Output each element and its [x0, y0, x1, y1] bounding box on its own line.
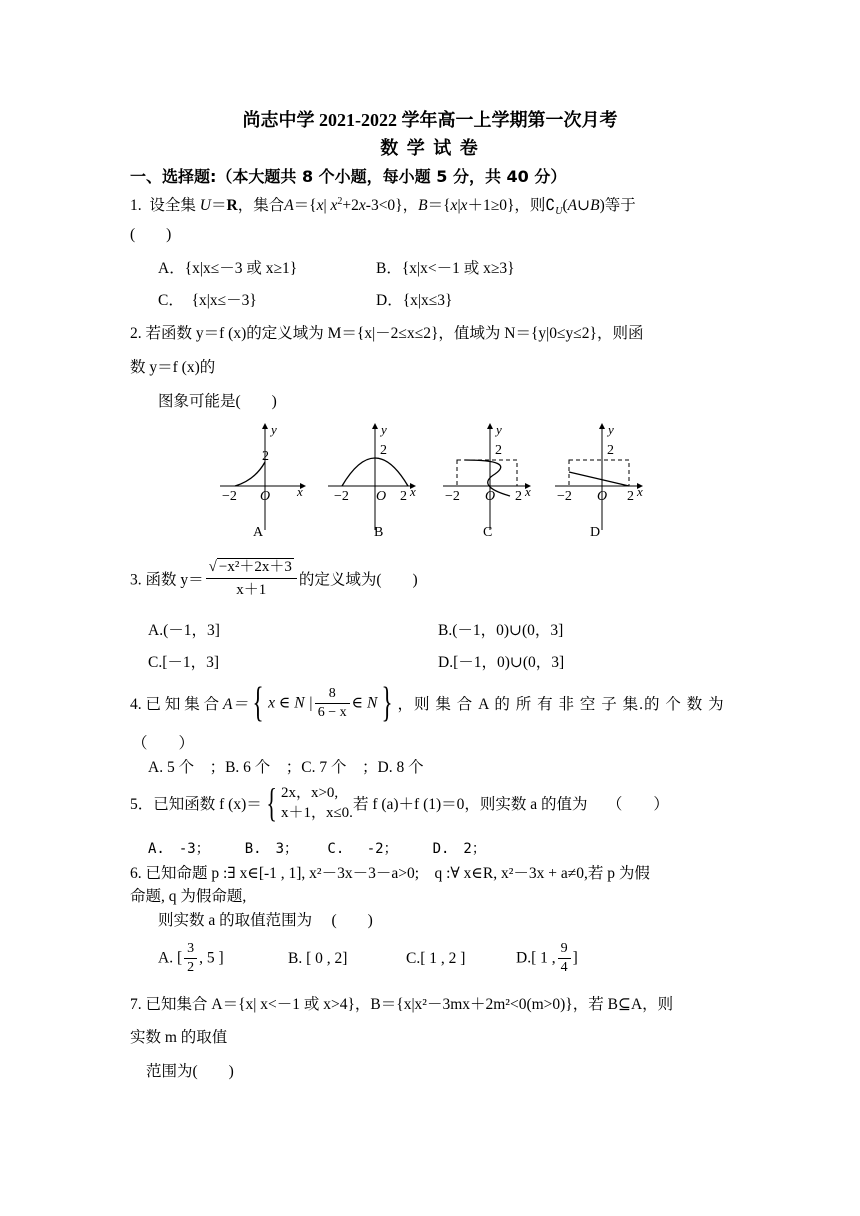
graph-a-tick-neg2: −2 — [222, 489, 237, 504]
graph-b-label: B — [374, 525, 384, 540]
graph-c — [443, 422, 531, 540]
q3-denominator: x＋1 — [236, 582, 267, 598]
question-5-stem: 5．已知函数 f (x)＝ { 2x，x>0, x＋1，x≤0. 若 f (a)＋f (1)＝0，则实数 a 的值为 （ ） — [130, 780, 669, 825]
graph-d — [555, 422, 643, 540]
page-subtitle: 数 学 试 卷 — [380, 138, 480, 158]
q2-graph-figures — [210, 420, 660, 542]
question-6-line3: 则实数 a 的取值范围为 ( ) — [158, 912, 373, 929]
q6-option-a: A. [ $\frac{3}{2}$ , 5 ] — [158, 941, 224, 975]
page-title: 尚志中学 2021-2022 学年高一上学期第一次月考 — [242, 110, 618, 130]
question-1-stem: 1. 设全集 U＝R，集合A＝{x| $x^2+2x-3<0$}，B＝{x|x＋1≥0}，则$∁_U(A\cup B)$等于 — [130, 195, 636, 218]
question-7-line3: 范围为( ) — [146, 1063, 234, 1080]
graph-b-origin: O — [376, 489, 387, 504]
q1-option-d: D．{x|x≤3} — [376, 292, 453, 309]
q3-option-a: A.(－1，3] — [148, 622, 220, 639]
question-6-line1: 6. 已知命题 p :∃ x∈[-1 , 1], x²－3x－3－a>0; q :∀ x∈R, x²－3x + a≠0,若 p 为假 — [130, 865, 650, 882]
q6-option-c: C.[ 1 , 2 ] — [406, 950, 466, 967]
graph-c-origin: O — [485, 489, 496, 504]
q1-option-a: A．{x|x≤－3 或 x≥1} — [158, 260, 298, 277]
question-7-line1: 7. 已知集合 A＝{x| x<－1 或 x>4}，B＝{x|x²－3mx＋2m²<0(m>0)}，若 B⊆A，则 — [130, 996, 674, 1013]
section-heading: 一、选择题:（本大题共 8 个小题，每小题 5 分，共 40 分） — [130, 167, 567, 186]
graph-c-y-label: y — [496, 422, 502, 437]
graph-b-tick-2: 2 — [380, 443, 387, 458]
graph-c-tick-2-x: 2 — [515, 489, 522, 504]
graph-a-tick-2: 2 — [262, 449, 269, 464]
graph-d-tick-2: 2 — [607, 443, 614, 458]
graph-d-tick-2-x: 2 — [627, 489, 634, 504]
q6-option-b: B. [ 0 , 2] — [288, 950, 348, 967]
graph-d-tick-neg2: −2 — [557, 489, 572, 504]
graph-b-y-label: y — [381, 422, 387, 437]
q3-option-c: C.[－1，3] — [148, 654, 220, 671]
graph-a-y-label: y — [271, 422, 277, 437]
graph-b-x-label: x — [410, 484, 416, 499]
q3-option-d: D.[－1，0)∪(0，3] — [438, 654, 565, 671]
graph-c-tick-neg2: −2 — [445, 489, 460, 504]
graph-d-x-label: x — [637, 484, 643, 499]
graph-a-x-label: x — [297, 484, 303, 499]
graph-b-tick-neg2: −2 — [334, 489, 349, 504]
graph-d-label: D — [590, 525, 601, 540]
question-4-stem: 4. 已 知 集 合 A＝ { x ∈ N | $\frac{8}{6 - x}$ ∈ N } ，则 集 合 A 的 所 有 非 空 子 集.的 个 数 为 — [130, 680, 725, 726]
question-6-line2: 命题, q 为假命题, — [130, 888, 247, 905]
question-2-line1: 2. 若函数 y＝f (x)的定义域为 M＝{x|－2≤x≤2}，值域为 N＝{y|0≤y≤2}，则函 — [130, 325, 644, 342]
graph-a-label: A — [253, 525, 264, 540]
graph-c-tick-2: 2 — [495, 443, 502, 458]
graph-a-origin: O — [260, 489, 271, 504]
question-2-line3: 图象可能是( ) — [158, 393, 277, 410]
q1-option-b: B．{x|x<－1 或 x≥3} — [376, 260, 515, 277]
graph-d-y-label: y — [608, 422, 614, 437]
q6-option-d: D.[ 1 , $\frac{9}{4}$ ] — [516, 941, 578, 975]
q5-options: A. -3； B. 3； C. -2； D. 2； — [148, 841, 486, 857]
q3-option-b: B.(－1，0)∪(0，3] — [438, 622, 564, 639]
q4-options: A. 5 个 ；B. 6 个 ；C. 7 个 ；D. 8 个 — [148, 759, 424, 776]
graph-b — [328, 422, 416, 540]
graph-c-x-label: x — [525, 484, 531, 499]
graph-a — [220, 422, 305, 540]
question-7-line2: 实数 m 的取值 — [130, 1029, 228, 1046]
graph-c-label: C — [483, 525, 493, 540]
question-3-stem: 3. 函数 y＝ $\frac{\text{√ −x²＋2x＋3}}{x+1}$ 的定义域为( ) — [130, 556, 418, 601]
q3-sqrt-content: −x²＋2x＋3 — [218, 559, 292, 575]
question-1-paren: ( ) — [130, 226, 172, 243]
question-2-line2: 数 y＝f (x)的 — [130, 359, 216, 376]
q1-option-c: C． {x|x≤－3} — [158, 292, 257, 309]
graph-d-origin: O — [597, 489, 608, 504]
graph-b-tick-2-x: 2 — [400, 489, 407, 504]
question-4-paren: （ ） — [132, 735, 195, 752]
